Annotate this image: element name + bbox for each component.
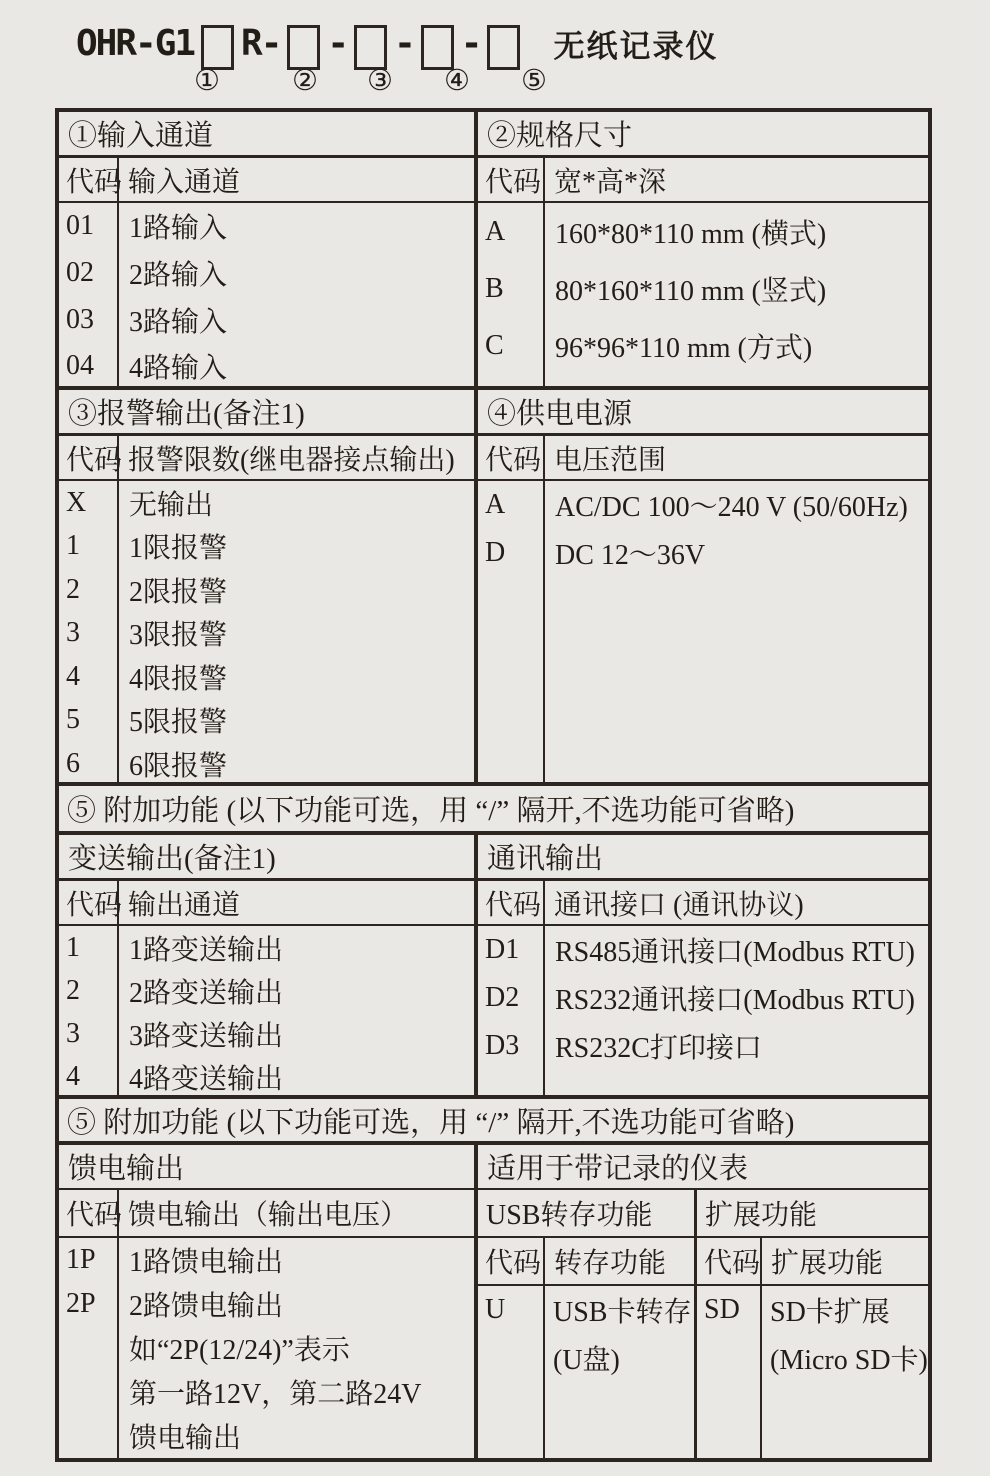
- code-cell: C: [485, 329, 504, 361]
- desc-cell: 无输出: [129, 489, 214, 521]
- column-header-row: [59, 158, 474, 203]
- data-area: [59, 1238, 474, 1458]
- section-dimensions: [478, 112, 928, 386]
- section-power-supply: [478, 390, 928, 782]
- column-header-row: [697, 1238, 928, 1286]
- desc-cell: 2路馈电输出: [129, 1291, 284, 1322]
- desc-cell: 3路变送输出: [129, 1020, 284, 1052]
- subsection-header: 扩展功能: [697, 1190, 928, 1238]
- desc-column-header: 通讯接口 (通讯协议): [554, 889, 804, 921]
- desc-cell: 3限报警: [129, 620, 228, 652]
- code-column-header: 代码: [697, 1238, 762, 1284]
- code-cell: 04: [66, 350, 94, 382]
- desc-cell: 96*96*110 mm (方式): [555, 332, 813, 364]
- desc-cell: 5限报警: [129, 707, 228, 739]
- band-feed-record: [59, 1145, 928, 1458]
- desc-cell: AC/DC 100～240 V (50/60Hz): [555, 492, 908, 523]
- section-title: 变送输出(备注1): [59, 835, 474, 881]
- code-cell: A: [485, 215, 506, 247]
- code-column-header: 代码: [478, 881, 545, 924]
- section-recording-instruments: [478, 1145, 928, 1458]
- code-column-header: 代码: [59, 881, 119, 924]
- desc-column-header: 馈电输出（输出电压）: [128, 1200, 409, 1231]
- order-box-4: [421, 25, 454, 70]
- dash-1: -: [327, 22, 348, 64]
- position-label-5: ⑤: [521, 65, 547, 97]
- desc-cell: USB卡转存: [553, 1297, 692, 1328]
- model-prefix: OHR-G1: [76, 22, 195, 64]
- section-title: ③报警输出(备注1): [59, 390, 474, 436]
- desc-cell: SD卡扩展: [770, 1297, 890, 1328]
- desc-column-header: 扩展功能: [771, 1248, 884, 1279]
- section-feed-output: [59, 1145, 478, 1458]
- dash-3: -: [460, 22, 481, 64]
- code-column-header: 代码: [478, 158, 545, 201]
- data-area: [59, 481, 474, 782]
- desc-column-header: 报警限数(继电器接点输出): [128, 444, 455, 476]
- data-area: [478, 926, 928, 1095]
- desc-column-header: 转存功能: [554, 1248, 667, 1279]
- section-input-channels: [59, 112, 478, 386]
- code-column-header: 代码: [59, 158, 119, 201]
- code-cell: X: [66, 486, 87, 518]
- code-cell: D2: [485, 982, 520, 1013]
- position-label-4: ④: [444, 65, 470, 97]
- data-area: [697, 1286, 928, 1458]
- order-box-5: [487, 25, 520, 70]
- desc-cell: 如“2P(12/24)”表示: [129, 1335, 350, 1366]
- code-cell: U: [485, 1294, 506, 1325]
- band-alarm-power: [59, 390, 928, 786]
- desc-cell: 4限报警: [129, 663, 228, 695]
- section-title: ①输入通道: [59, 112, 474, 158]
- desc-cell: 80*160*110 mm (竖式): [555, 275, 827, 307]
- subsection-usb-transfer: [478, 1190, 697, 1458]
- desc-cell: RS232C打印接口: [555, 1033, 762, 1064]
- code-cell: 3: [66, 1017, 80, 1049]
- code-cell: D3: [485, 1030, 520, 1061]
- data-area: [59, 203, 474, 386]
- data-area: [478, 481, 928, 782]
- code-column-header: 代码: [59, 436, 119, 479]
- code-cell: [59, 1414, 117, 1458]
- column-header-row: [478, 158, 928, 203]
- desc-column-header: 宽*高*深: [554, 166, 667, 198]
- code-cell: 1: [66, 931, 80, 963]
- position-label-2: ②: [292, 65, 318, 97]
- section-title: 通讯输出: [478, 835, 928, 881]
- desc-cell: 1路馈电输出: [129, 1247, 284, 1278]
- code-cell: 01: [66, 210, 94, 242]
- position-label-3: ③: [367, 65, 393, 97]
- code-column-header: 代码: [59, 1190, 119, 1236]
- data-area: [478, 1286, 694, 1458]
- code-cell: 4: [66, 1061, 80, 1093]
- code-cell: [59, 1326, 117, 1370]
- column-header-row: [59, 881, 474, 926]
- code-cell: 6: [66, 747, 80, 779]
- dash-2: -: [394, 22, 414, 64]
- code-cell: B: [485, 272, 504, 304]
- desc-column-header: 输出通道: [128, 889, 241, 921]
- code-cell: 2: [66, 573, 80, 605]
- section-title: ④供电电源: [478, 390, 928, 436]
- data-area: [59, 926, 474, 1095]
- code-column-header: 代码: [478, 1238, 545, 1284]
- desc-cell: 1路输入: [129, 213, 228, 245]
- code-cell: D: [485, 537, 506, 568]
- code-cell: A: [485, 489, 506, 520]
- code-cell: 2: [66, 974, 80, 1006]
- column-header-row: [478, 436, 928, 481]
- data-area: [478, 203, 928, 386]
- order-box-1: [201, 25, 234, 70]
- section-title: 馈电输出: [59, 1145, 474, 1190]
- segment-r: R-: [241, 22, 281, 64]
- desc-cell: 1限报警: [129, 533, 228, 565]
- section-retransmission-output: [59, 835, 478, 1095]
- band-retransmit-comm: [59, 835, 928, 1099]
- section-title: 适用于带记录的仪表: [478, 1145, 928, 1190]
- section-alarm-output: [59, 390, 478, 782]
- desc-column-header: 输入通道: [128, 166, 241, 198]
- order-box-2: [287, 25, 320, 70]
- desc-cell: 第一路12V，第二路24V: [129, 1379, 422, 1410]
- column-header-row: [478, 1238, 694, 1286]
- desc-cell: 6限报警: [129, 750, 228, 782]
- code-cell: 4: [66, 660, 80, 692]
- section-title: ②规格尺寸: [478, 112, 928, 158]
- note-additional-functions-2: ⑤ 附加功能 (以下功能可选，用 “/” 隔开,不选功能可省略): [59, 1099, 928, 1145]
- code-cell: 03: [66, 303, 94, 335]
- usb-sd-split: [478, 1190, 928, 1458]
- desc-cell: 4路变送输出: [129, 1064, 284, 1096]
- note-additional-functions-1: ⑤ 附加功能 (以下功能可选，用 “/” 隔开,不选功能可省略): [59, 786, 928, 835]
- desc-cell: (Micro SD卡): [770, 1345, 928, 1376]
- product-name: 无纸记录仪: [553, 28, 719, 64]
- ordering-table: [55, 108, 932, 1462]
- code-cell: 02: [66, 257, 94, 289]
- desc-cell: 1路变送输出: [129, 934, 284, 966]
- model-code-line: [76, 16, 718, 70]
- desc-cell: 3路输入: [129, 306, 228, 338]
- band-input-size: [59, 112, 928, 390]
- desc-cell: 4路输入: [129, 353, 228, 385]
- desc-cell: RS232通讯接口(Modbus RTU): [555, 985, 916, 1016]
- desc-cell: (U盘): [553, 1345, 620, 1376]
- desc-column-header: 电压范围: [554, 444, 667, 476]
- code-cell: 1P: [66, 1244, 96, 1275]
- code-cell: 1: [66, 530, 80, 562]
- column-header-row: [59, 436, 474, 481]
- desc-cell: 2路输入: [129, 260, 228, 292]
- desc-cell: 2限报警: [129, 576, 228, 608]
- order-box-3: [354, 25, 387, 70]
- desc-cell: DC 12～36V: [555, 540, 706, 571]
- desc-cell: 160*80*110 mm (横式): [555, 218, 827, 250]
- code-cell: 5: [66, 704, 80, 736]
- desc-cell: 2路变送输出: [129, 977, 284, 1009]
- desc-cell: RS485通讯接口(Modbus RTU): [555, 937, 916, 968]
- code-cell: 3: [66, 617, 80, 649]
- code-cell: 2P: [66, 1288, 96, 1319]
- position-label-1: ①: [194, 65, 220, 97]
- subsection-header: USB转存功能: [478, 1190, 694, 1238]
- section-communication-output: [478, 835, 928, 1095]
- code-cell: SD: [704, 1294, 740, 1325]
- code-cell: [59, 1370, 117, 1414]
- column-header-row: [59, 1190, 474, 1238]
- desc-cell: 馈电输出: [129, 1423, 242, 1454]
- column-header-row: [478, 881, 928, 926]
- code-column-header: 代码: [478, 436, 545, 479]
- code-cell: D1: [485, 934, 520, 965]
- subsection-sd-expansion: [697, 1190, 928, 1458]
